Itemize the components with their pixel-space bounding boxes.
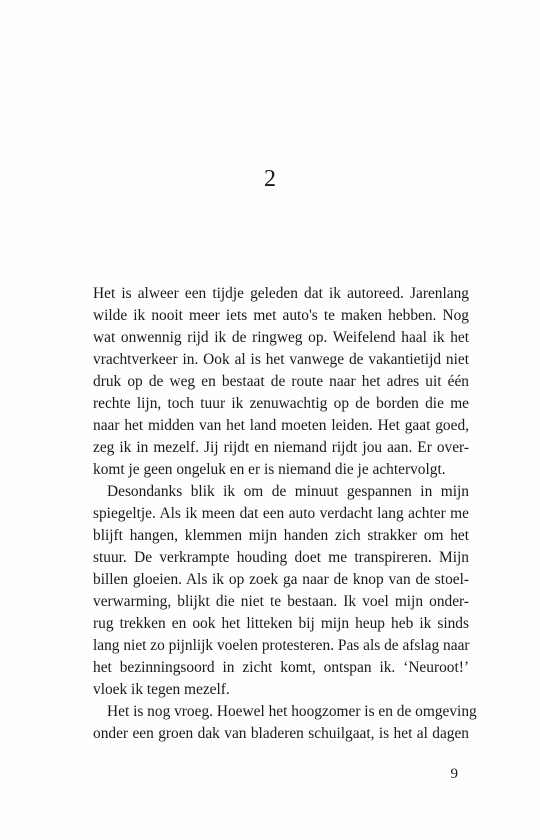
text-line: verwarming, blijkt die niet te bestaan. Ik voel mijn onder-	[93, 593, 469, 610]
paragraph-2	[93, 481, 469, 701]
text-line: onder een groen dak van bladeren schuilgaat, is het al dagen	[93, 725, 469, 742]
text-line: druk op de weg en bestaat de route naar het adres uit één	[93, 373, 469, 390]
text-line: komt je geen ongeluk en er is niemand die je achtervolgt.	[93, 461, 446, 478]
text-line: rug trekken en ook het litteken bij mijn heup heb ik sinds	[93, 615, 469, 632]
chapter-number: 2	[264, 166, 276, 192]
paragraph-3	[93, 701, 477, 745]
text-line: Het is alweer een tijdje geleden dat ik autoreed. Jarenlang	[93, 285, 469, 302]
text-line: zeg ik in mezelf. Jij rijdt en niemand rijdt jou aan. Er over-	[93, 439, 469, 456]
text-line: wilde ik nooit meer iets met auto's te maken hebben. Nog	[93, 307, 469, 324]
page-number: 9	[450, 766, 458, 782]
body-text	[93, 283, 477, 745]
text-line: blijft hangen, klemmen mijn handen zich strakker om het	[93, 527, 469, 544]
paragraph-1	[93, 283, 469, 481]
text-line: Desondanks blik ik om de minuut gespannen in mijn	[107, 483, 469, 500]
text-line: billen gloeien. Als ik op zoek ga naar de knop van de stoel-	[93, 571, 469, 588]
text-line: vrachtverkeer in. Ook al is het vanwege de vakantietijd niet	[93, 351, 469, 368]
text-line: wat onwennig rijd ik de ringweg op. Weifelend haal ik het	[93, 329, 469, 346]
text-line: Het is nog vroeg. Hoewel het hoogzomer is en de omgeving	[107, 703, 477, 720]
text-line: stuur. De verkrampte houding doet me transpireren. Mijn	[93, 549, 469, 566]
text-line: het bezinningsoord in zicht komt, ontspan ik. ‘Neuroot!’	[93, 659, 469, 676]
text-line: lang niet zo pijnlijk voelen protesteren. Pas als de afslag naar	[93, 637, 470, 654]
text-line: rechte lijn, toch tuur ik zenuwachtig op de borden die me	[93, 395, 469, 412]
text-line: spiegeltje. Als ik meen dat een auto verdacht lang achter me	[93, 505, 469, 522]
text-line: naar het midden van het land moeten leiden. Het gaat goed,	[93, 417, 469, 434]
text-line: vloek ik tegen mezelf.	[93, 681, 230, 698]
